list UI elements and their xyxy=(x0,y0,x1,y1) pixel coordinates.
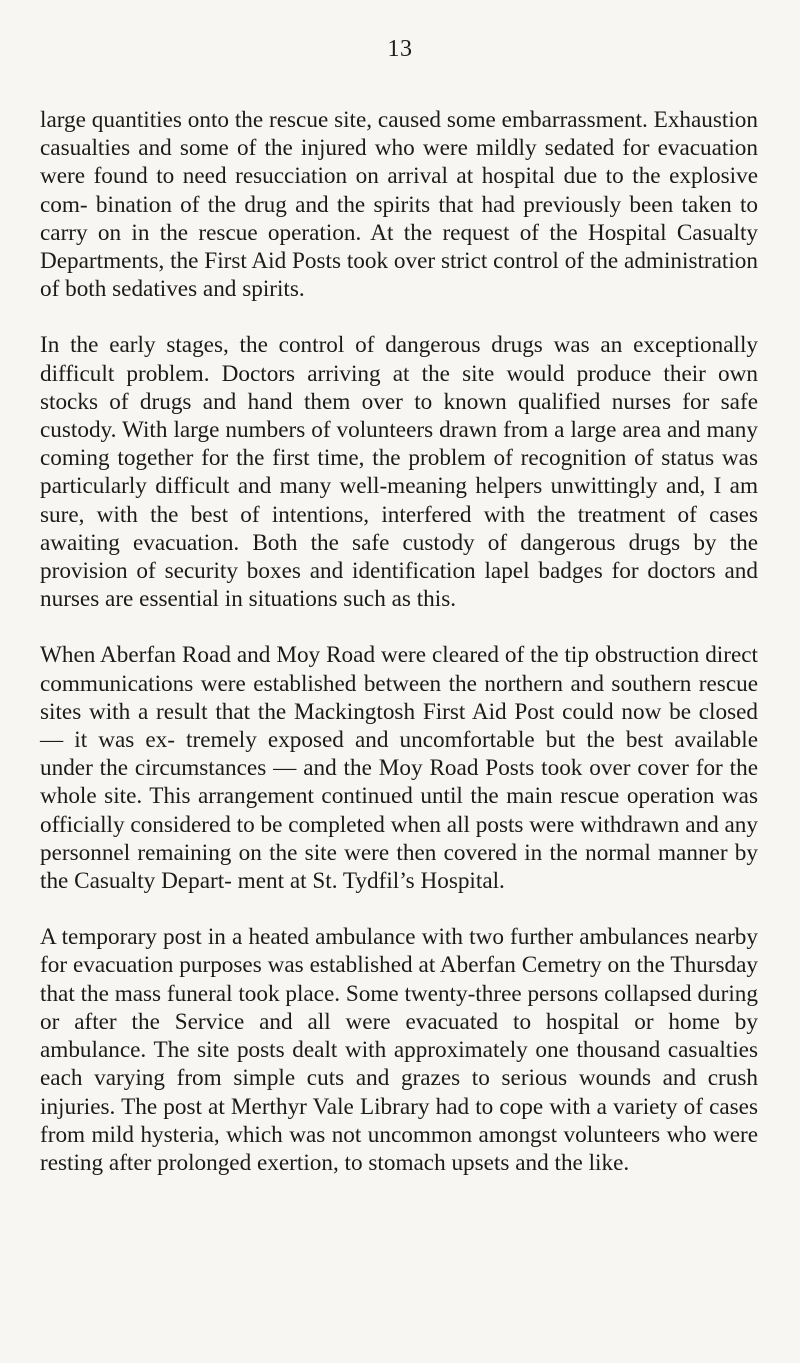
body-text xyxy=(40,106,758,1177)
paragraph-1: large quantities onto the rescue site, caused some embarrassment. Exhaustion casualties and some of the injured who were mildly sedated for evacuation were found to need resucciation on arrival at hospital due to the explosive com- bination of the drug and the spirits that had previously been taken to carry on in the rescue operation. At the request of the Hospital Casualty Departments, the First Aid Posts took over strict control of the administration of both sedatives and spirits. xyxy=(40,107,758,303)
paragraph-4: A temporary post in a heated ambulance with two further ambulances nearby for evacuation purposes was established at Aberfan Cemetry on the Thursday that the mass funeral took place. Some twenty-three persons collapsed during or after the Service and all were evacuated to hospital or home by ambulance. The site posts dealt with approximately one thousand casualties each varying from simple cuts and grazes to serious wounds and crush injuries. The post at Merthyr Vale Library had to cope with a variety of cases from mild hysteria, which was not uncommon amongst volunteers who were resting after prolonged exertion, to stomach upsets and the like. xyxy=(40,924,758,1176)
page-number: 13 xyxy=(387,36,413,62)
paragraph-3: When Aberfan Road and Moy Road were cleared of the tip obstruction direct communications were established between the northern and southern rescue sites with a result that the Mackingtosh First Aid Post could now be closed — it was ex- tremely exposed and uncomfortable but the best available under the circumstances — and the Moy Road Posts took over cover for the whole site. This arrangement continued until the main rescue operation was officially considered to be completed when all posts were withdrawn and any personnel remaining on the site were then covered in the normal manner by the Casualty Depart- ment at St. Tydfil’s Hospital. xyxy=(40,642,758,895)
paragraph-2: In the early stages, the control of dangerous drugs was an exceptionally difficult problem. Doctors arriving at the site would produce their own stocks of drugs and hand them over to known qualified nurses for safe custody. With large numbers of volunteers drawn from a large area and many coming together for the first time, the problem of recognition of status was particularly difficult and many well-meaning helpers unwittingly and, I am sure, with the best of intentions, interfered with the treatment of cases awaiting evacuation. Both the safe custody of dangerous drugs by the provision of security boxes and identification lapel badges for doctors and nurses are essential in situations such as this. xyxy=(40,332,758,613)
